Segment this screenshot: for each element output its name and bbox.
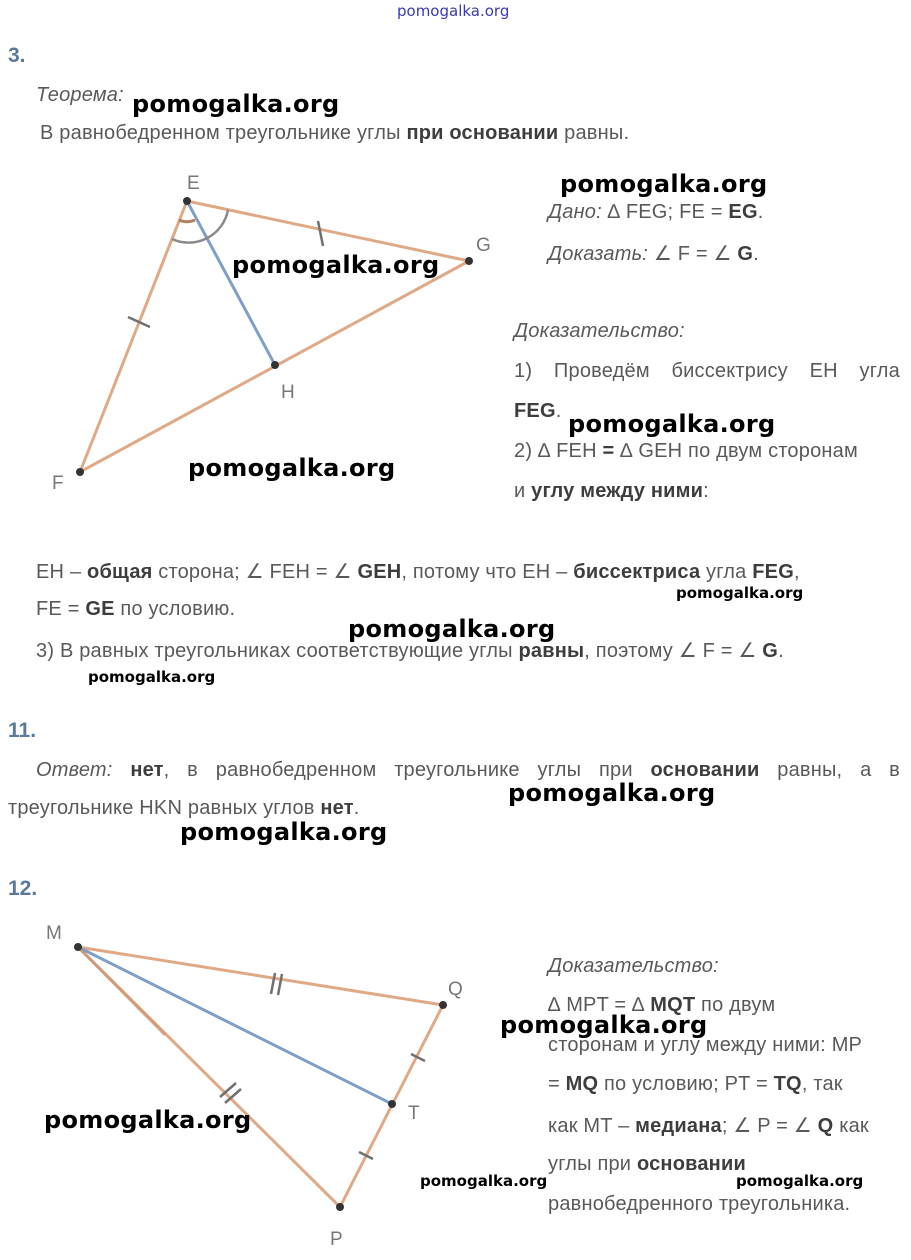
label-f: F [52, 473, 64, 494]
watermark: pomogalka.org [180, 818, 388, 846]
label-h: H [281, 382, 295, 403]
watermark: pomogalka.org [676, 584, 804, 602]
watermark: pomogalka.org [88, 668, 216, 686]
point-t [388, 1100, 396, 1108]
label-t: T [408, 1103, 420, 1124]
proof-step-2b: и углу между ними: [514, 480, 709, 502]
tick-eg [318, 221, 323, 246]
label-g: G [476, 235, 491, 256]
proof-label-12: Доказательство: [548, 955, 719, 977]
proof-12-line-4: как MT – медиана; ∠ P = ∠ Q как [548, 1115, 869, 1137]
proof-step-1b: FEG. [514, 400, 562, 422]
point-q [439, 1001, 447, 1009]
point-e [183, 197, 191, 205]
tick-mq-1 [271, 973, 275, 994]
bisector-eh [187, 201, 275, 365]
answer-line-1: Ответ: нет, в равнобедренном треугольнике углы при основании равны, а в [36, 759, 900, 781]
proof-12-line-2: сторонам и углу между ними: MP [548, 1034, 863, 1056]
proof-line-1: EH – общая сторона; ∠ FEH = ∠ GEH, потому что EH – биссектриса угла FEG, [36, 561, 800, 583]
answer-line-2: треугольнике HKN равных углов нет. [8, 797, 360, 819]
watermark: pomogalka.org [348, 615, 556, 643]
proof-12-line-3: = MQ по условию; PT = TQ, так [548, 1073, 843, 1095]
tick-mq-2 [278, 974, 282, 995]
point-h [271, 361, 279, 369]
proof-12-line-6: равнобедренного треугольника. [548, 1193, 851, 1215]
watermark: pomogalka.org [560, 170, 768, 198]
proof-12-line-5: углы при основании [548, 1153, 746, 1175]
watermark: pomogalka.org [44, 1106, 252, 1134]
theorem-label: Теорема: [36, 84, 124, 106]
watermark: pomogalka.org [568, 410, 776, 438]
side-ef [80, 201, 187, 472]
watermark: pomogalka.org [132, 90, 340, 118]
watermark: pomogalka.org [188, 454, 396, 482]
header-watermark: pomogalka.org [397, 2, 510, 20]
prove-line: Доказать: ∠ F = ∠ G. [548, 243, 759, 265]
proof-step-1: 1) Проведём биссектрису EH угла [514, 360, 900, 382]
triangle-mpq-diagram [30, 915, 490, 1255]
given-line: Дано: ∆ FEG; FE = EG. [548, 201, 764, 223]
point-m [74, 943, 82, 951]
proof-line-2: FE = GE по условию. [36, 598, 236, 620]
angle-arc-inner [179, 220, 195, 222]
label-p: P [330, 1229, 343, 1250]
watermark: pomogalka.org [500, 1011, 708, 1039]
watermark: pomogalka.org [508, 779, 716, 807]
task-number: 11. [8, 719, 37, 742]
watermark: pomogalka.org [736, 1172, 864, 1190]
watermark: pomogalka.org [420, 1172, 548, 1190]
label-e: E [187, 173, 200, 194]
point-f [76, 468, 84, 476]
point-p [336, 1203, 344, 1211]
point-g [465, 257, 473, 265]
proof-line-3: 3) В равных треугольниках соответствующие углы равны, поэтому ∠ F = ∠ G. [36, 640, 784, 662]
label-q: Q [448, 979, 463, 1000]
proof-step-2: 2) ∆ FEH = ∆ GEH по двум сторонам [514, 440, 858, 462]
proof-12-line-1: ∆ MPT = ∆ MQT по двум [548, 994, 776, 1016]
label-m: M [46, 923, 62, 944]
theorem-text: В равнобедренном треугольнике углы при основании равны. [40, 122, 630, 144]
proof-label: Доказательство: [514, 320, 685, 342]
task-number: 12. [8, 877, 38, 900]
watermark: pomogalka.org [232, 251, 440, 279]
task-number: 3. [8, 44, 26, 67]
